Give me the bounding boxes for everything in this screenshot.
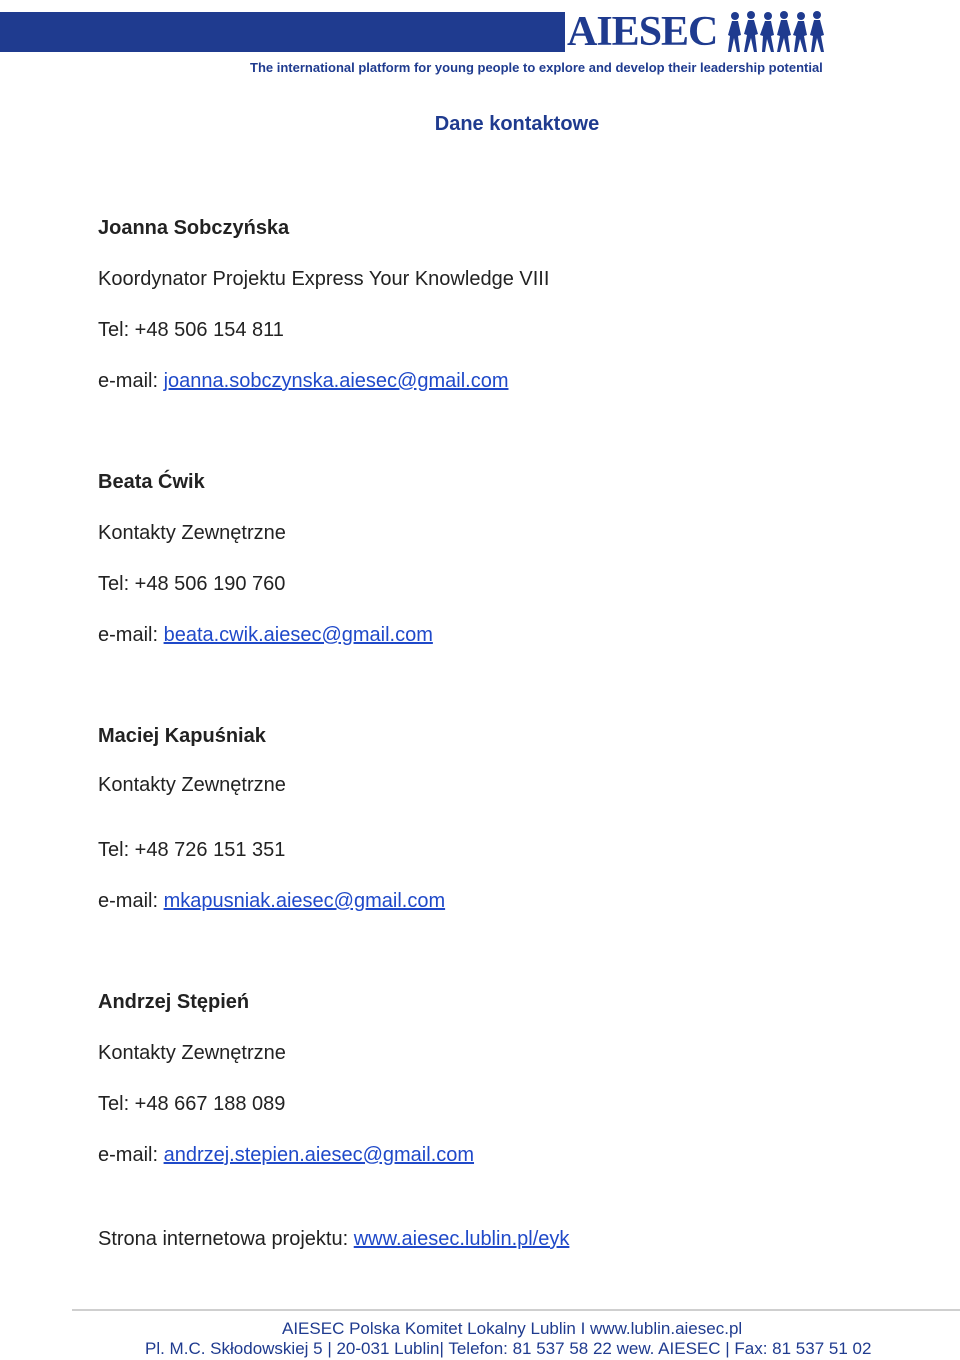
email-label: e-mail: — [98, 370, 159, 392]
contact-role: Kontakty Zewnętrzne — [98, 774, 286, 796]
website-line — [98, 1227, 569, 1251]
email-link[interactable]: andrzej.stepien.aiesec@gmail.com — [163, 1144, 475, 1166]
contact-phone: Tel: +48 726 151 351 — [98, 839, 286, 861]
contact-role: Kontakty Zewnętrzne — [98, 522, 286, 544]
aiesec-logo — [567, 8, 947, 56]
website-label: Strona internetowa projektu: — [98, 1228, 349, 1250]
email-link[interactable]: beata.cwik.aiesec@gmail.com — [163, 624, 433, 646]
contact-phone: Tel: +48 667 188 089 — [98, 1093, 286, 1115]
contact-email-line — [98, 1143, 474, 1167]
email-link[interactable]: mkapusniak.aiesec@gmail.com — [163, 890, 446, 912]
email-label: e-mail: — [98, 1144, 159, 1166]
contact-role: Kontakty Zewnętrzne — [98, 1042, 286, 1064]
contact-email-line — [98, 623, 433, 647]
contact-name: Andrzej Stępień — [98, 991, 250, 1013]
contact-phone: Tel: +48 506 190 760 — [98, 573, 286, 595]
footer-divider — [72, 1309, 960, 1311]
footer-address-line-2: Pl. M.C. Skłodowskiej 5 | 20-031 Lublin| Telefon: 81 537 58 22 wew. AIESEC | Fax: 81 537 51 02 — [145, 1339, 872, 1358]
contact-name: Maciej Kapuśniak — [98, 725, 266, 747]
email-label: e-mail: — [98, 890, 159, 912]
contact-name: Joanna Sobczyńska — [98, 217, 290, 239]
email-label: e-mail: — [98, 624, 159, 646]
tagline: The international platform for young people to explore and develop their leadership potential — [250, 60, 823, 75]
contact-email-line — [98, 889, 445, 913]
header-color-bar — [0, 12, 565, 52]
people-figures-icon — [727, 10, 827, 56]
contact-name: Beata Ćwik — [98, 471, 205, 493]
contact-email-line — [98, 369, 509, 393]
email-link[interactable]: joanna.sobczynska.aiesec@gmail.com — [163, 370, 509, 392]
document-header — [0, 0, 960, 90]
footer-address-line-1: AIESEC Polska Komitet Lokalny Lublin I www.lublin.aiesec.pl — [282, 1319, 743, 1338]
contact-phone: Tel: +48 506 154 811 — [98, 319, 284, 341]
brand-name: AIESEC — [567, 9, 718, 55]
contact-role: Koordynator Projektu Express Your Knowledge VIII — [98, 268, 550, 290]
page-title: Dane kontaktowe — [434, 113, 600, 135]
website-link[interactable]: www.aiesec.lublin.pl/eyk — [353, 1228, 570, 1250]
